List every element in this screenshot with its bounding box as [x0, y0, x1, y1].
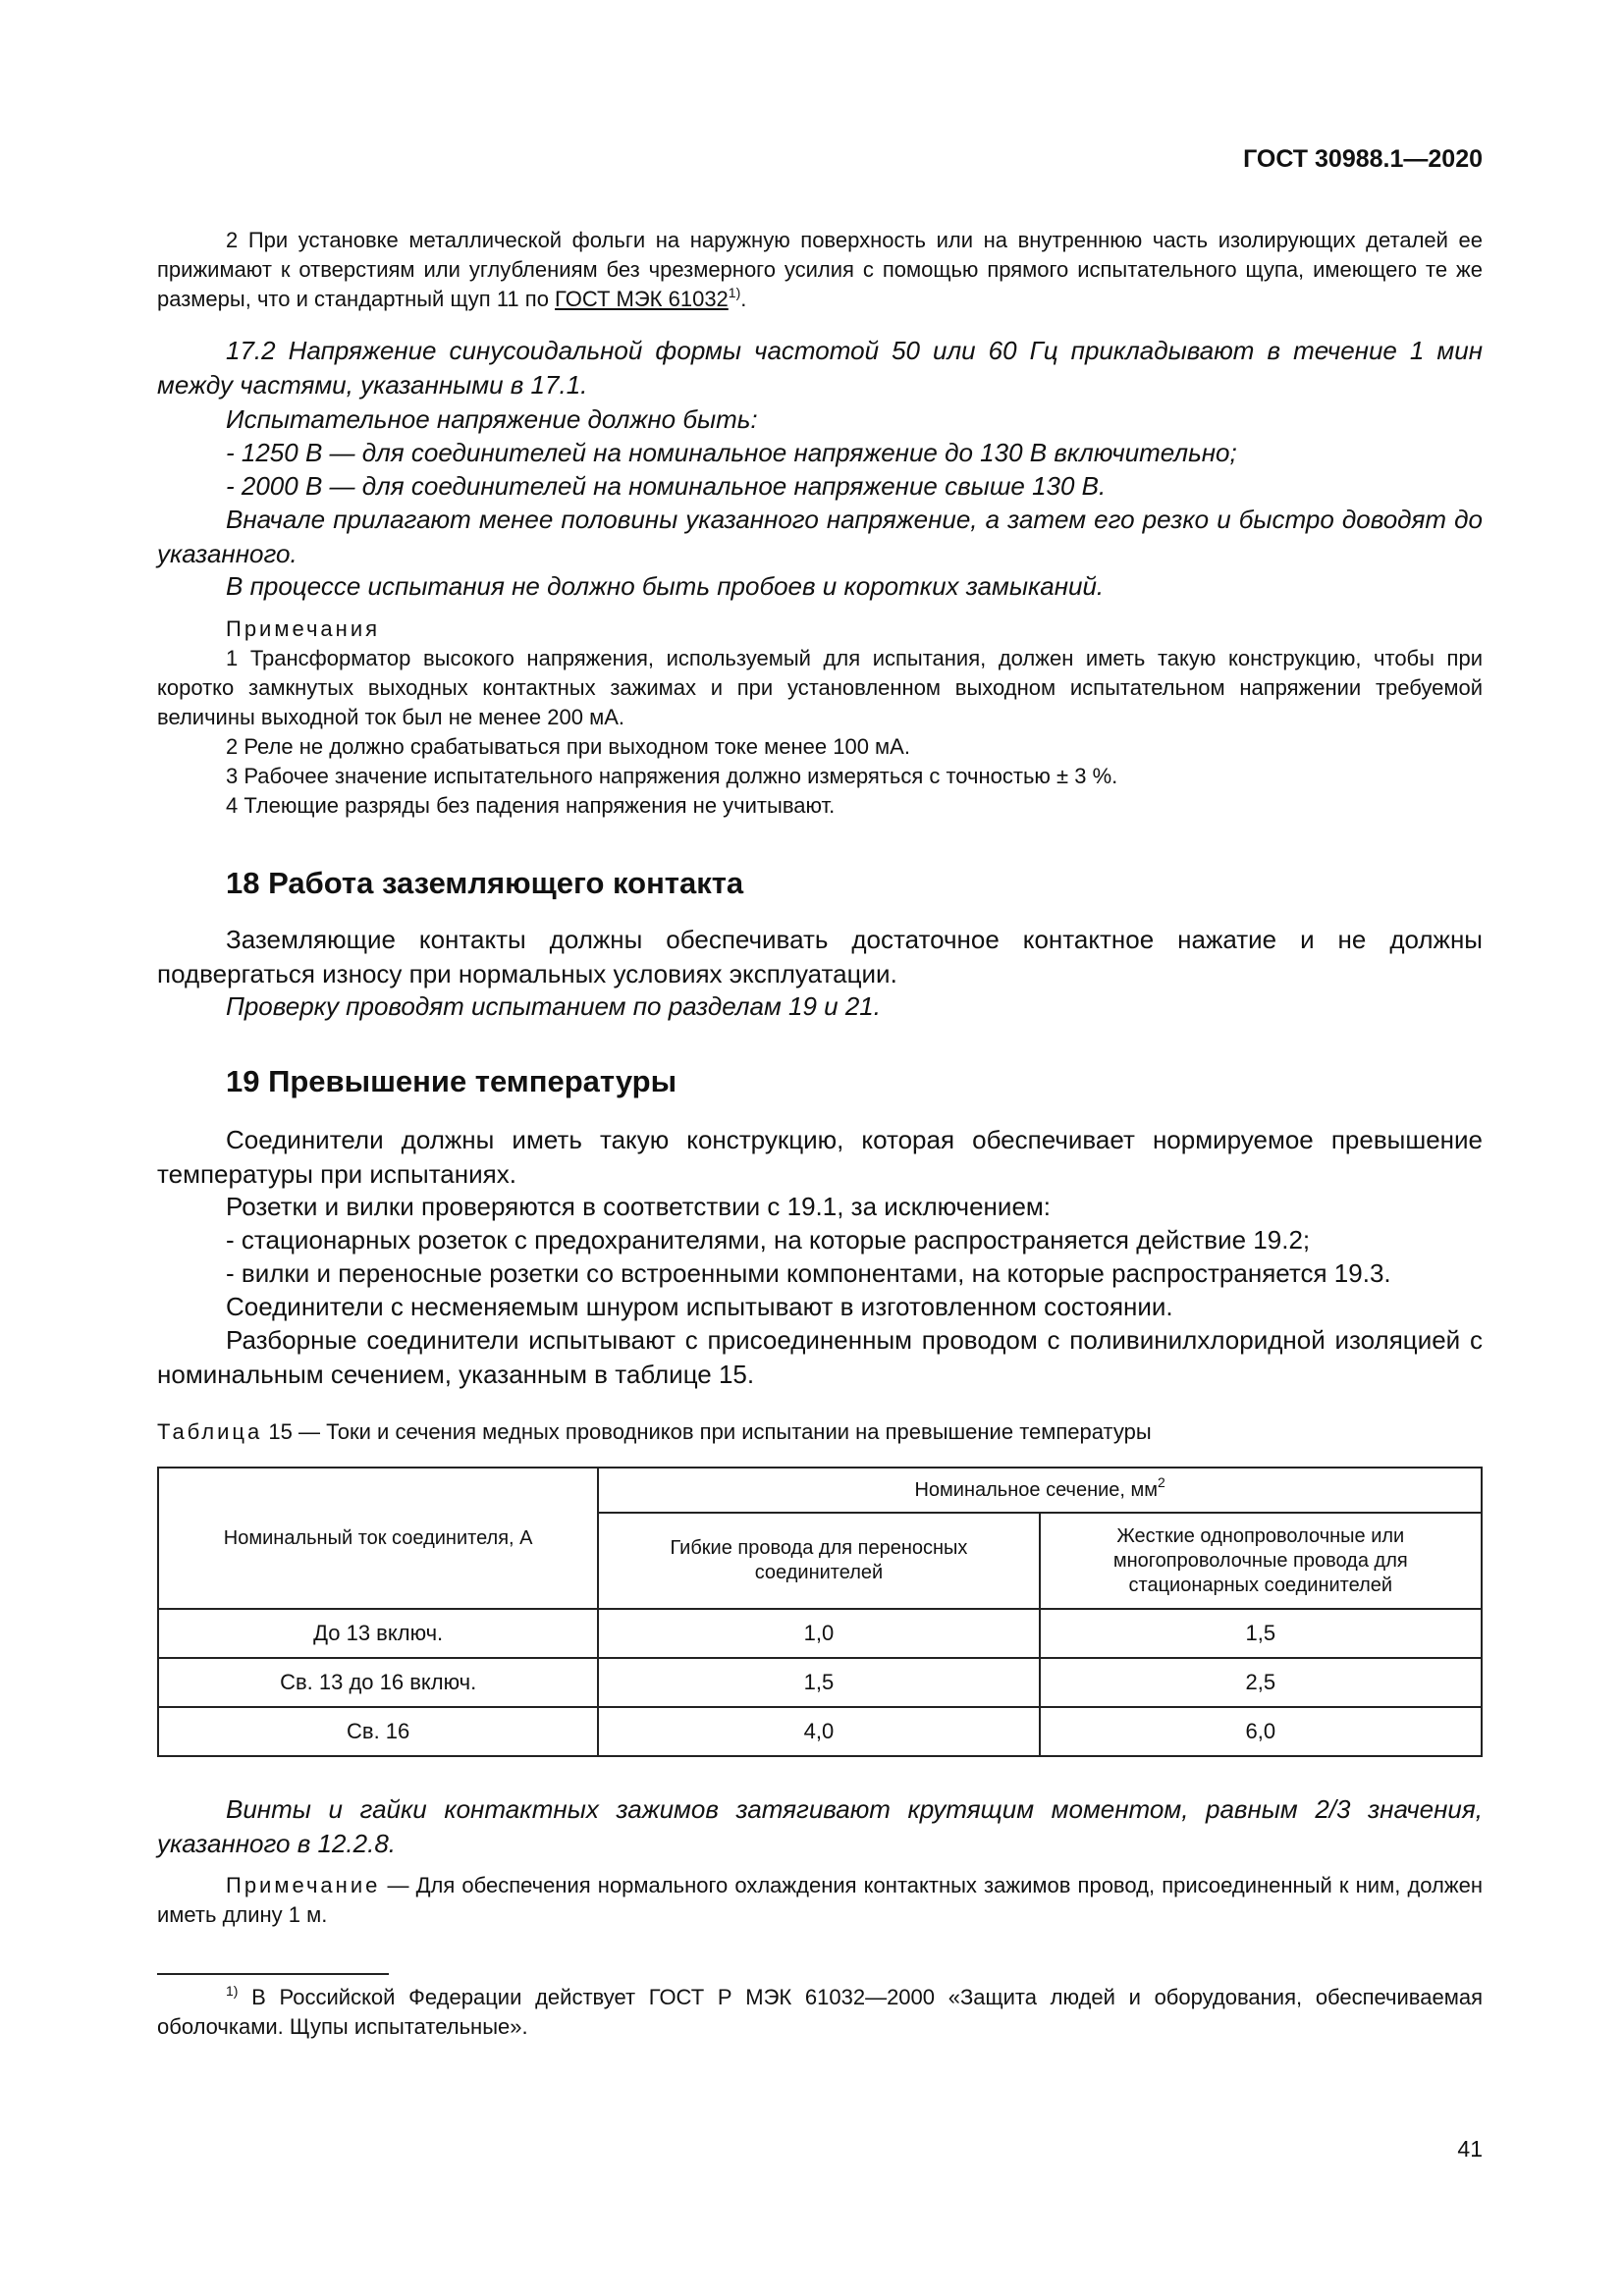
section-19-paragraph-4: Разборные соединители испытывают с присоединенным проводом с поливинилхлоридной изоляцией с номинальным сечением, указанным в таблице 15. [157, 1325, 1483, 1389]
voltage-bullet-1250: - 1250 В — для соединителей на номинальное напряжение до 130 В включительно; [226, 438, 1237, 467]
cell-current: До 13 включ. [158, 1609, 598, 1658]
section-18-heading: 18 Работа заземляющего контакта [226, 866, 744, 900]
voltage-bullet-2000: - 2000 В — для соединителей на номинальное напряжение свыше 130 В. [226, 471, 1107, 501]
cooling-note [157, 1871, 1483, 1930]
gost-iec-link[interactable]: ГОСТ МЭК 61032 [555, 287, 729, 311]
cell-rigid: 1,5 [1040, 1609, 1482, 1658]
table-row [158, 1707, 1482, 1756]
note-2-text: 2 При установке металлической фольги на наружную поверхность или на внутреннюю часть изолирующих деталей ее прижимают к отверстиям или углублениям без чрезмерного усилия с помощью прямого испытательного щупа, имеющего те же размеры, что и стандартный щуп 11 по [157, 228, 1483, 311]
header-rigid-wires: Жесткие однопроволочные или многопроволочные провода для стационарных соединителей [1040, 1513, 1482, 1609]
table-15-caption [157, 1417, 1483, 1447]
section-19-paragraph-1: Соединители должны иметь такую конструкцию, которая обеспечивает нормируемое превышение температуры при испытаниях. [157, 1125, 1483, 1189]
section-19-bullet-1: - стационарных розеток с предохранителями, на которые распространяется действие 19.2; [226, 1225, 1311, 1255]
header-nominal-section-sup: 2 [1158, 1473, 1165, 1490]
section-19-bullet-2: - вилки и переносные розетки со встроенными компонентами, на которые распространяется 19.3. [226, 1258, 1391, 1288]
section-18-paragraph: Заземляющие контакты должны обеспечивать достаточное контактное нажатие и не должны подвергаться износу при нормальных условиях эксплуатации. [157, 925, 1483, 988]
clause-17-2: 17.2 Напряжение синусоидальной формы частотой 50 или 60 Гц прикладывают в течение 1 мин между частями, указанными в 17.1. [157, 336, 1483, 400]
header-nominal-section-text: Номинальное сечение, мм [914, 1478, 1159, 1501]
footnote-ref[interactable]: 1) [728, 285, 741, 300]
note-4-glow: 4 Тлеющие разряды без падения напряжения не учитывают. [226, 793, 836, 818]
cooling-note-label: Примечание [226, 1873, 381, 1897]
footnote-mark: 1) [226, 1983, 239, 1999]
section-19-paragraph-3: Соединители с несменяемым шнуром испытывают в изготовленном состоянии. [226, 1292, 1173, 1321]
screw-torque-paragraph: Винты и гайки контактных зажимов затягивают крутящим моментом, равным 2/3 значения, указанного в 12.2.8. [157, 1794, 1483, 1858]
cell-current: Св. 16 [158, 1707, 598, 1756]
table-caption-text: 15 — Токи и сечения медных проводников при испытании на превышение температуры [262, 1419, 1152, 1444]
page-number: 41 [1457, 2136, 1483, 2162]
footnote [157, 1983, 1483, 2042]
test-voltage-intro: Испытательное напряжение должно быть: [226, 404, 758, 434]
cell-rigid: 6,0 [1040, 1707, 1482, 1756]
cooling-note-text: — Для обеспечения нормального охлаждения контактных зажимов провод, присоединенный к ним, должен иметь длину 1 м. [157, 1873, 1483, 1927]
table-row [158, 1658, 1482, 1707]
note-2-end: . [740, 287, 747, 311]
voltage-application-paragraph: Вначале прилагают менее половины указанного напряжение, а затем его резко и быстро доводят до указанного. [157, 505, 1483, 568]
header-nominal-current: Номинальный ток соединителя, А [158, 1468, 598, 1609]
section-19-paragraph-2: Розетки и вилки проверяются в соответствии с 19.1, за исключением: [226, 1192, 1051, 1221]
standard-code-header: ГОСТ 30988.1—2020 [1243, 145, 1483, 173]
note-1: 1 Трансформатор высокого напряжения, используемый для испытания, должен иметь такую конструкцию, чтобы при коротко замкнутых выходных контактных зажимах и при установленном выходном испытательном напряжении требуемой величины выходной ток был не менее 200 мА. [157, 646, 1483, 729]
cell-flex: 1,0 [598, 1609, 1039, 1658]
section-19-heading: 19 Превышение температуры [226, 1064, 677, 1098]
header-nominal-section [598, 1468, 1482, 1513]
cell-flex: 1,5 [598, 1658, 1039, 1707]
cell-rigid: 2,5 [1040, 1658, 1482, 1707]
notes-title: Примечания [226, 616, 381, 641]
table-caption-label: Таблица [157, 1419, 263, 1444]
cell-flex: 4,0 [598, 1707, 1039, 1756]
footnote-text: В Российской Федерации действует ГОСТ Р МЭК 61032—2000 «Защита людей и оборудования, обеспечиваемая оболочками. Щупы испытательные». [157, 1985, 1483, 2039]
note-3-accuracy: 3 Рабочее значение испытательного напряжения должно измеряться с точностью ± 3 %. [226, 764, 1118, 788]
table-row [158, 1609, 1482, 1658]
footnote-separator [157, 1973, 389, 1975]
note-2-paragraph [157, 226, 1483, 314]
header-flexible-wires: Гибкие провода для переносных соединителей [598, 1513, 1039, 1609]
section-18-check: Проверку проводят испытанием по разделам 19 и 21. [226, 991, 881, 1021]
cell-current: Св. 13 до 16 включ. [158, 1658, 598, 1707]
note-2-relay: 2 Реле не должно срабатываться при выходном токе менее 100 мА. [226, 734, 910, 759]
no-breakdown-paragraph: В процессе испытания не должно быть пробоев и коротких замыканий. [226, 571, 1105, 601]
table-15 [157, 1467, 1483, 1757]
